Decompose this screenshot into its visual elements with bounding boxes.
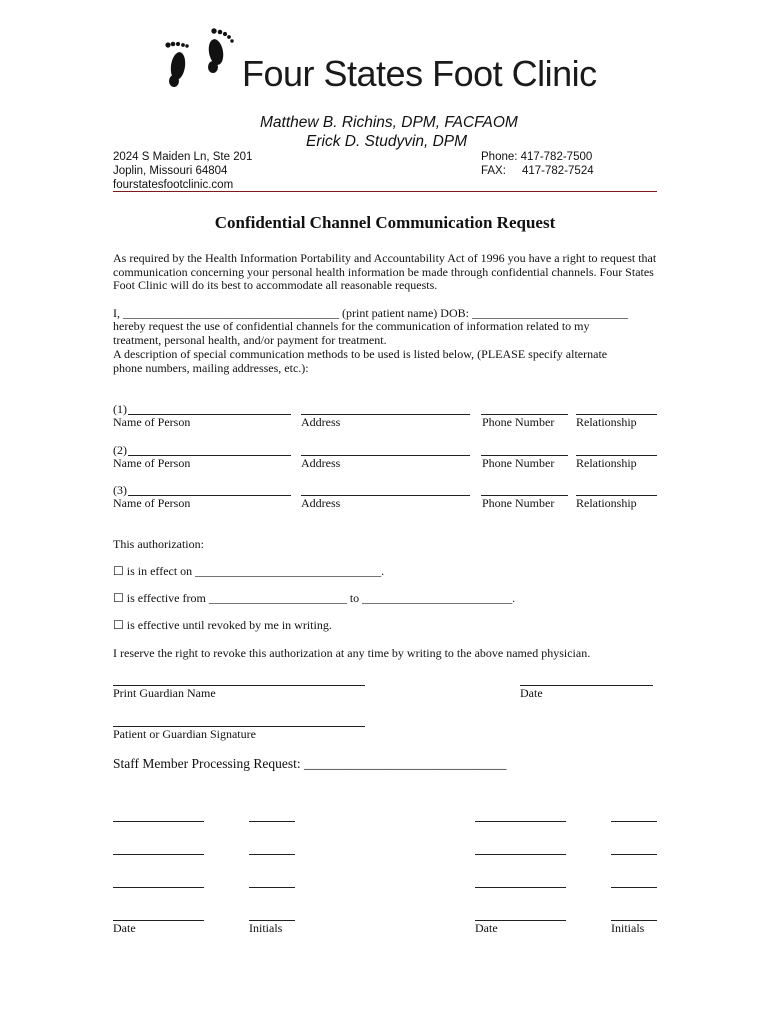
staff-initials-label: Initials (611, 921, 645, 935)
authorization-option-until-revoked[interactable]: ☐ is effective until revoked by me in writing. (113, 618, 332, 632)
name-of-person-label: Name of Person (113, 415, 191, 429)
authorization-option-effect-on[interactable]: ☐ is in effect on _______________________________. (113, 564, 385, 578)
phone-number-label: Phone Number (482, 456, 555, 470)
staff-date-field[interactable] (113, 887, 204, 888)
staff-date-field[interactable] (475, 887, 566, 888)
header-divider (113, 191, 657, 192)
website-link[interactable]: fourstatesfootclinic.com (113, 179, 234, 191)
contact-number: (2) (113, 443, 127, 457)
staff-initials-field[interactable] (611, 821, 657, 822)
revoke-statement: I reserve the right to revoke this authorization at any time by writing to the above named physician. (113, 646, 591, 660)
staff-date-label: Date (475, 921, 498, 935)
authorization-label: This authorization: (113, 537, 204, 551)
staff-initials-field[interactable] (611, 854, 657, 855)
doctor-name: Erick D. Studyvin, DPM (306, 133, 468, 150)
staff-initials-field[interactable] (249, 821, 295, 822)
name-of-person-label: Name of Person (113, 456, 191, 470)
request-text: hereby request the use of confidential channels for the communication of information related to my (113, 319, 590, 333)
relationship-label: Relationship (576, 496, 637, 510)
clinic-name: Four States Foot Clinic (242, 53, 597, 94)
relationship-label: Relationship (576, 415, 637, 429)
doctor-name: Matthew B. Richins, DPM, FACFAOM (260, 114, 518, 131)
staff-processing-line[interactable]: Staff Member Processing Request: ______________________________ (113, 756, 507, 771)
contact-number: (1) (113, 402, 127, 416)
staff-date-label: Date (113, 921, 136, 935)
phone-number-label: Phone Number (482, 496, 555, 510)
phone-number-label: Phone Number (482, 415, 555, 429)
form-title: Confidential Channel Communication Request (214, 213, 556, 232)
address-label: Address (301, 456, 341, 470)
contact-number: (3) (113, 483, 127, 497)
fax-number: 417-782-7524 (522, 165, 594, 177)
staff-date-field[interactable] (113, 821, 204, 822)
signature-label: Patient or Guardian Signature (113, 727, 256, 741)
request-text: treatment, personal health, and/or payment for treatment. (113, 333, 387, 347)
staff-initials-field[interactable] (249, 854, 295, 855)
staff-date-field[interactable] (475, 854, 566, 855)
description-text: A description of special communication methods to be used is listed below, (PLEASE specify alternate (113, 347, 608, 361)
staff-date-field[interactable] (113, 854, 204, 855)
patient-name-dob-line[interactable]: I, ____________________________________ (print patient name) DOB: __________________________ (113, 306, 628, 320)
address-line: 2024 S Maiden Ln, Ste 201 (113, 151, 253, 163)
address-label: Address (301, 415, 341, 429)
date-label: Date (520, 686, 543, 700)
staff-initials-field[interactable] (611, 887, 657, 888)
staff-initials-field[interactable] (249, 887, 295, 888)
fax-label: FAX: (481, 165, 506, 177)
intro-paragraph: As required by the Health Information Portability and Accountability Act of 1996 you have a right to request that communication concerning your personal health information be made through confidential channels. Four States Foot Clinic will do its best to accommodate all reasonable requests. (113, 251, 657, 293)
staff-initials-label: Initials (249, 921, 283, 935)
staff-date-field[interactable] (475, 821, 566, 822)
description-text: phone numbers, mailing addresses, etc.): (113, 361, 309, 375)
address-label: Address (301, 496, 341, 510)
phone-number: Phone: 417-782-7500 (481, 151, 593, 163)
name-of-person-label: Name of Person (113, 496, 191, 510)
address-line: Joplin, Missouri 64804 (113, 165, 228, 177)
relationship-label: Relationship (576, 456, 637, 470)
footprints-logo-icon (160, 28, 246, 92)
print-guardian-name-label: Print Guardian Name (113, 686, 216, 700)
authorization-option-date-range[interactable]: ☐ is effective from _______________________ to _________________________. (113, 591, 516, 605)
